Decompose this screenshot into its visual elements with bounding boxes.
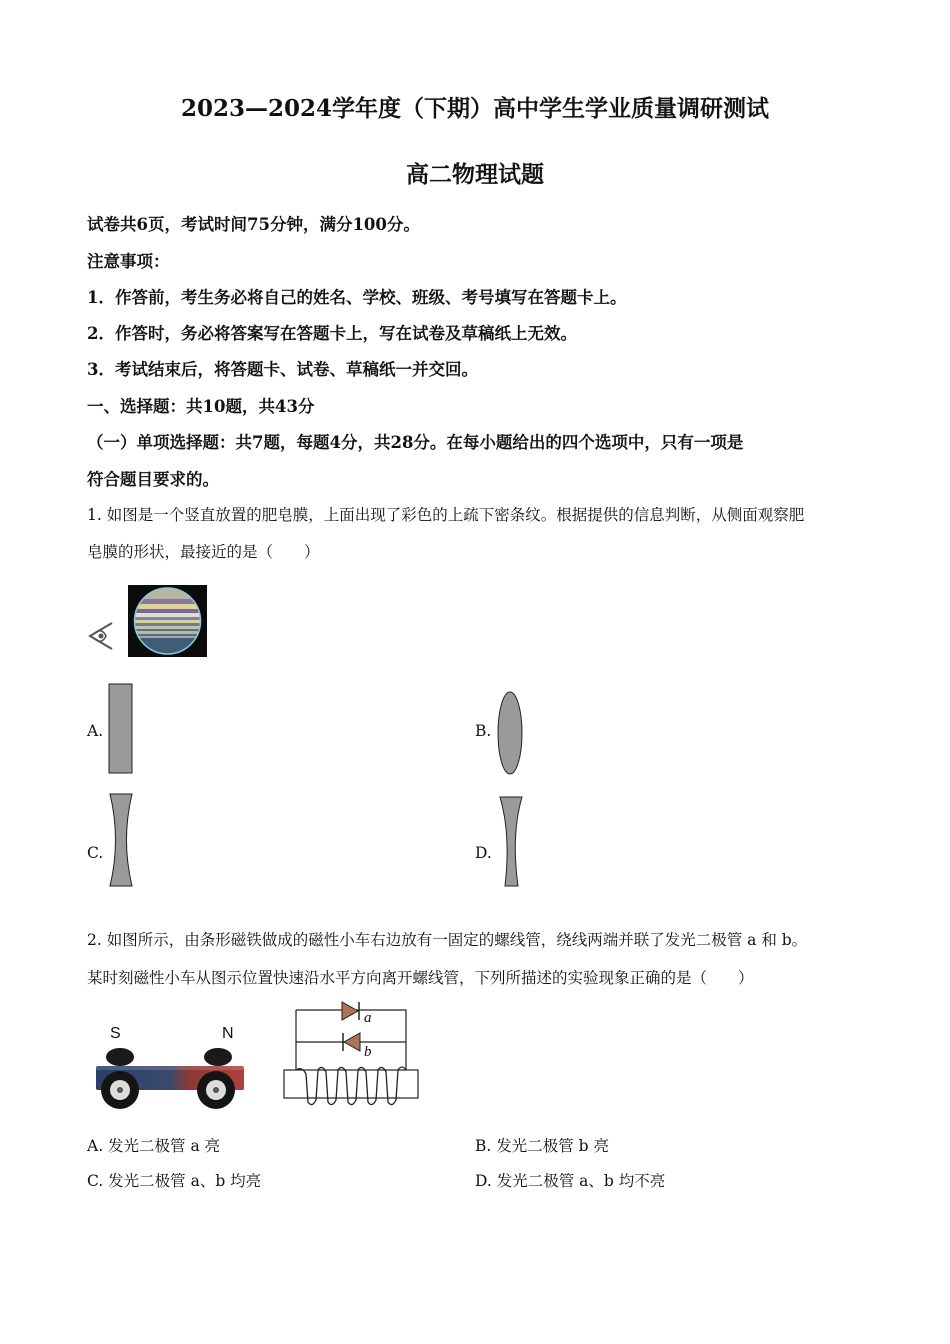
diode-a-label: a	[364, 1010, 372, 1026]
solenoid-diagram	[282, 1000, 422, 1110]
q1-option-d-label: D.	[475, 844, 492, 862]
magnetic-car-image	[90, 1044, 250, 1112]
pole-n-label: N	[222, 1025, 234, 1042]
eye-icon	[86, 619, 116, 653]
q1-option-b-shape	[496, 690, 524, 776]
note-item-2: 2．作答时，务必将答案写在答题卡上，写在试卷及草稿纸上无效。	[87, 324, 577, 343]
q2-stem-line1: 2. 如图所示，由条形磁铁做成的磁性小车右边放有一固定的螺线管，绕线两端并联了发光二极管 a 和 b。	[87, 931, 808, 949]
diode-b-label: b	[364, 1044, 372, 1060]
pole-s-label: S	[110, 1025, 121, 1042]
notes-heading: 注意事项：	[87, 252, 170, 271]
soap-film-image	[128, 585, 207, 657]
section-heading: 一、选择题：共10题，共43分	[87, 397, 315, 416]
subsection-heading-line1: （一）单项选择题：共7题，每题4分，共28分。在每小题给出的四个选项中，只有一项是	[87, 433, 744, 452]
q2-option-b: B. 发光二极管 b 亮	[475, 1137, 610, 1155]
page-subtitle: 高二物理试题	[406, 161, 544, 188]
q2-option-d: D. 发光二极管 a、b 均不亮	[475, 1172, 666, 1190]
q1-option-d-shape	[498, 795, 524, 888]
q2-option-a: A. 发光二极管 a 亮	[87, 1137, 221, 1155]
q1-option-b-label: B.	[475, 722, 492, 740]
q1-stem-line2: 皂膜的形状，最接近的是（ ）	[87, 543, 320, 561]
q2-option-c: C. 发光二极管 a、b 均亮	[87, 1172, 262, 1190]
q2-stem-line2: 某时刻磁性小车从图示位置快速沿水平方向离开螺线管，下列所描述的实验现象正确的是（ ）	[87, 969, 754, 987]
q1-option-c-shape	[107, 792, 135, 888]
q1-option-a-shape	[108, 683, 134, 775]
page-title: 2023—2024学年度（下期）高中学生学业质量调研测试	[180, 95, 770, 122]
note-item-1: 1．作答前，考生务必将自己的姓名、学校、班级、考号填写在答题卡上。	[87, 288, 627, 307]
subsection-heading-line2: 符合题目要求的。	[87, 470, 219, 489]
q1-stem-line1: 1. 如图是一个竖直放置的肥皂膜，上面出现了彩色的上疏下密条纹。根据提供的信息判断，从侧面观察肥	[87, 506, 805, 524]
exam-info: 试卷共6页，考试时间75分钟，满分100分。	[87, 215, 420, 234]
q1-option-a-label: A.	[87, 722, 104, 740]
q1-option-c-label: C.	[87, 844, 104, 862]
note-item-3: 3．考试结束后，将答题卡、试卷、草稿纸一并交回。	[87, 360, 478, 379]
